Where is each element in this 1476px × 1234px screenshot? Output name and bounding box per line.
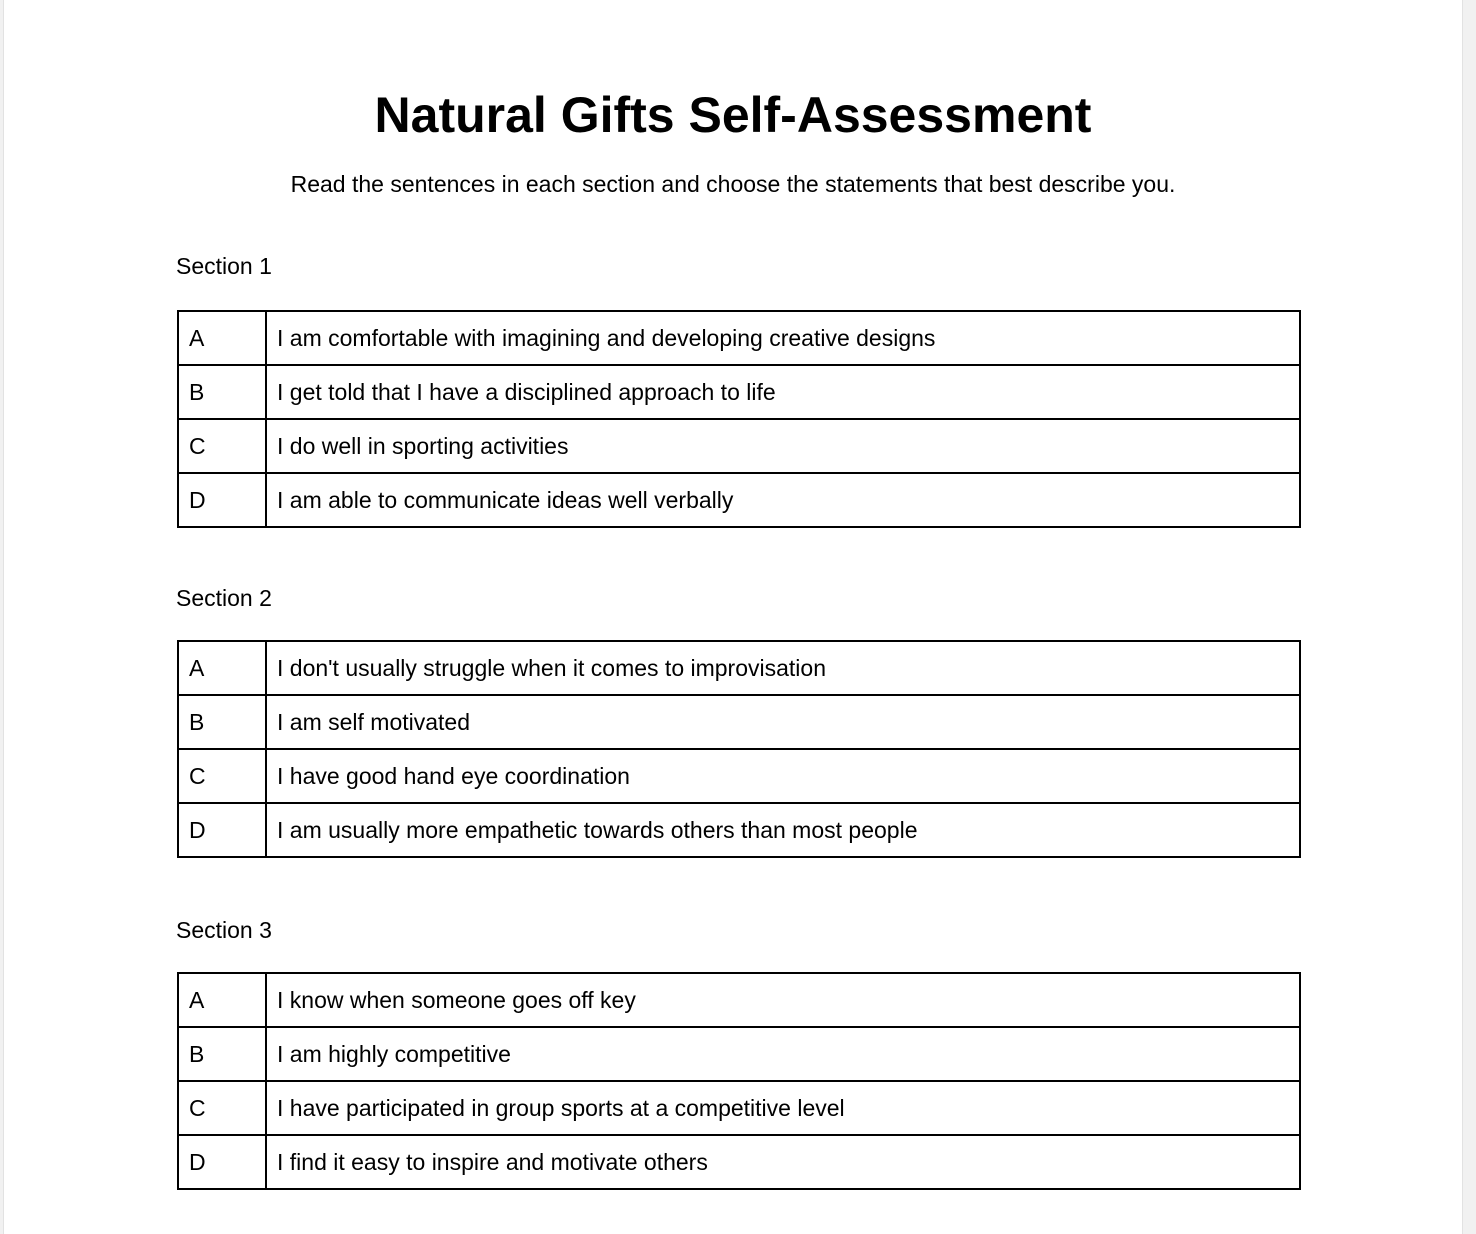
statement-text: I am self motivated bbox=[266, 695, 1300, 749]
section-heading-3: Section 3 bbox=[176, 917, 272, 943]
option-letter: A bbox=[178, 973, 266, 1027]
option-letter: B bbox=[178, 695, 266, 749]
statement-text: I am comfortable with imagining and developing creative designs bbox=[266, 311, 1300, 365]
page-title: Natural Gifts Self-Assessment bbox=[374, 87, 1092, 143]
option-letter: D bbox=[178, 803, 266, 857]
table-row bbox=[178, 1081, 1300, 1135]
statement-text: I do well in sporting activities bbox=[266, 419, 1300, 473]
option-letter: B bbox=[178, 1027, 266, 1081]
section-heading-2: Section 2 bbox=[176, 585, 272, 611]
table-row bbox=[178, 419, 1300, 473]
table-row bbox=[178, 749, 1300, 803]
table-row bbox=[178, 1135, 1300, 1189]
statement-text: I find it easy to inspire and motivate others bbox=[266, 1135, 1300, 1189]
option-letter: A bbox=[178, 311, 266, 365]
option-letter: C bbox=[178, 419, 266, 473]
statement-text: I am usually more empathetic towards others than most people bbox=[266, 803, 1300, 857]
table-row bbox=[178, 641, 1300, 695]
table-row bbox=[178, 311, 1300, 365]
document-page bbox=[3, 0, 1463, 1234]
section-2-table bbox=[177, 640, 1301, 858]
table-row bbox=[178, 973, 1300, 1027]
table-row bbox=[178, 1027, 1300, 1081]
table-row bbox=[178, 695, 1300, 749]
statement-text: I am highly competitive bbox=[266, 1027, 1300, 1081]
section-1-table bbox=[177, 310, 1301, 528]
statement-text: I get told that I have a disciplined approach to life bbox=[266, 365, 1300, 419]
statement-text: I am able to communicate ideas well verbally bbox=[266, 473, 1300, 527]
table-row bbox=[178, 365, 1300, 419]
option-letter: B bbox=[178, 365, 266, 419]
option-letter: A bbox=[178, 641, 266, 695]
option-letter: C bbox=[178, 749, 266, 803]
option-letter: D bbox=[178, 473, 266, 527]
section-heading-1: Section 1 bbox=[176, 253, 272, 279]
option-letter: C bbox=[178, 1081, 266, 1135]
statement-text: I know when someone goes off key bbox=[266, 973, 1300, 1027]
statement-text: I have participated in group sports at a competitive level bbox=[266, 1081, 1300, 1135]
statement-text: I don't usually struggle when it comes to improvisation bbox=[266, 641, 1300, 695]
section-3-table bbox=[177, 972, 1301, 1190]
instructions-text: Read the sentences in each section and choose the statements that best describe you. bbox=[290, 171, 1176, 197]
statement-text: I have good hand eye coordination bbox=[266, 749, 1300, 803]
table-row bbox=[178, 473, 1300, 527]
table-row bbox=[178, 803, 1300, 857]
option-letter: D bbox=[178, 1135, 266, 1189]
